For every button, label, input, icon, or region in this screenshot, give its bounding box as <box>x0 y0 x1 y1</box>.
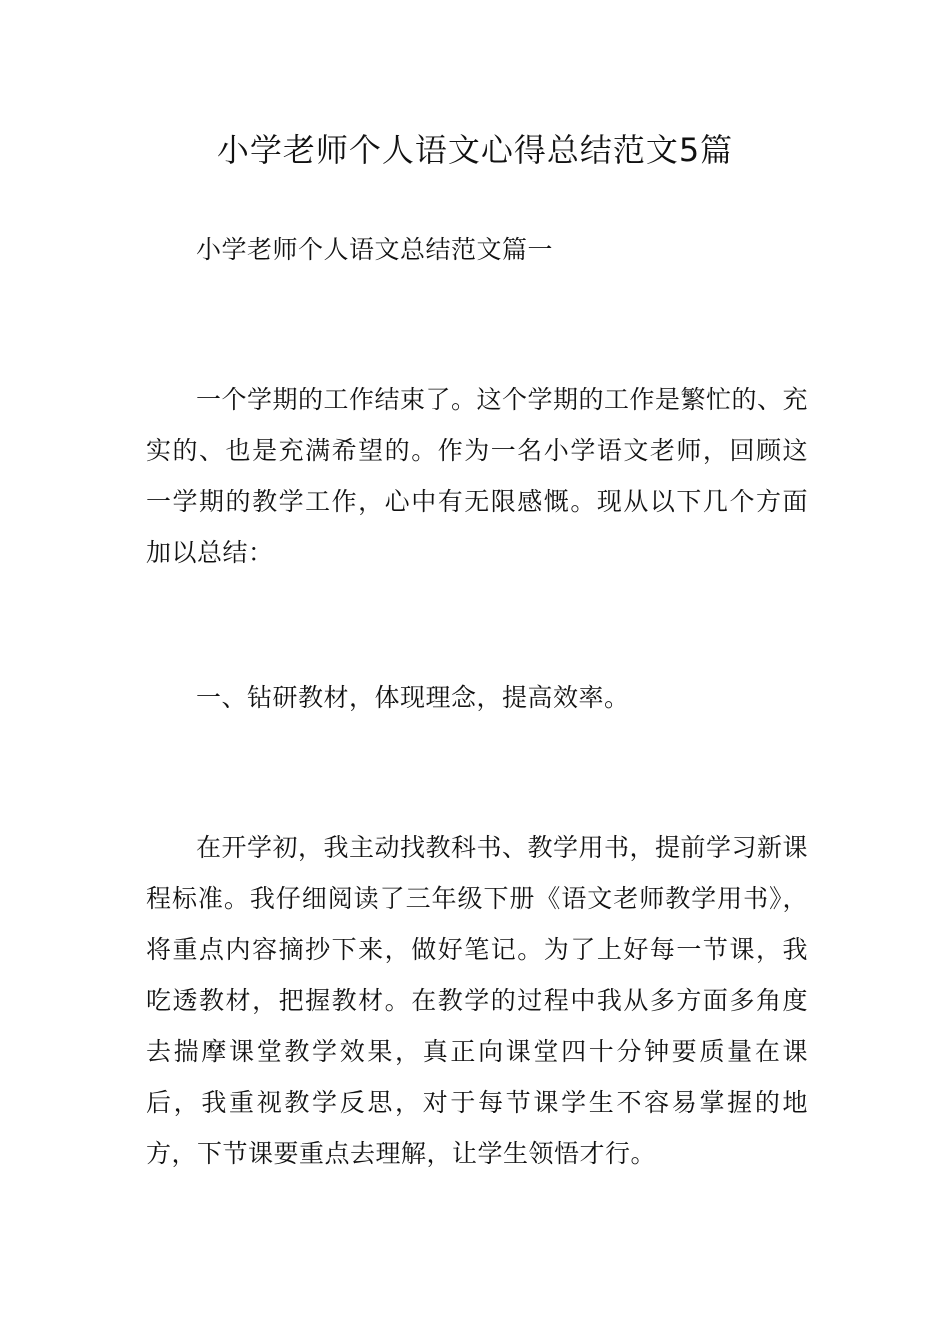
article-subtitle: 小学老师个人语文总结范文篇一 <box>196 235 554 264</box>
intro-paragraph: 一个学期的工作结束了。这个学期的工作是繁忙的、充实的、也是充满希望的。作为一名小学语文老师，回顾这一学期的教学工作，心中有无限感慨。现从以下几个方面加以总结： <box>146 385 809 567</box>
body-paragraph: 在开学初，我主动找教科书、教学用书，提前学习新课程标准。我仔细阅读了三年级下册《语文老师教学用书》，将重点内容摘抄下来，做好笔记。为了上好每一节课，我吃透教材，把握教材。在教学的过程中我从多方面多角度去揣摩课堂教学效果，真正向课堂四十分钟要质量在课后，我重视教学反思，对于每节课学生不容易掌握的地方，下节课要重点去理解，让学生领悟才行。 <box>146 833 809 1168</box>
section-heading: 一、钻研教材，体现理念，提高效率。 <box>196 683 630 712</box>
document-title: 小学老师个人语文心得总结范文5篇 <box>216 131 734 169</box>
